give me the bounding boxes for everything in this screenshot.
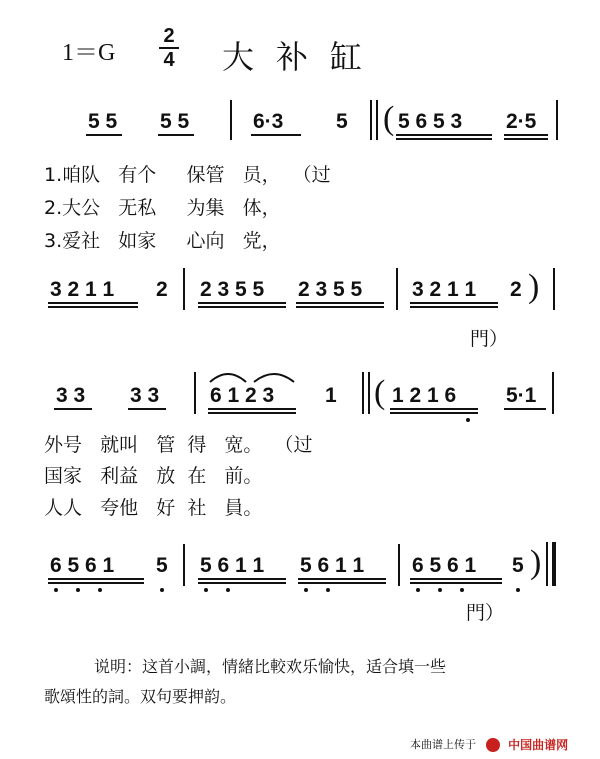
logo-icon — [486, 738, 500, 752]
beam — [198, 302, 286, 304]
beam — [298, 578, 386, 580]
low-octave-dot — [226, 588, 230, 592]
beam — [48, 578, 144, 580]
beam — [198, 306, 286, 308]
meter-denominator: 4 — [163, 49, 175, 71]
note-group: 2 3 5 5 — [200, 278, 265, 301]
beam — [158, 134, 194, 136]
lyric-tail: 門） — [470, 328, 509, 350]
low-octave-dot — [466, 418, 470, 422]
note-group: 2 — [156, 278, 168, 301]
site-logo[interactable] — [486, 734, 568, 753]
song-title: 大补缸 — [222, 38, 385, 76]
beam — [48, 582, 144, 584]
note-group: 5 — [512, 554, 524, 577]
barline — [362, 372, 364, 414]
beam — [410, 582, 502, 584]
note-group: 6 5 6 1 — [412, 554, 477, 577]
note-group: 3 3 — [56, 384, 86, 407]
final-barline-thick — [552, 542, 556, 586]
beam — [48, 306, 138, 308]
beam — [410, 302, 498, 304]
note-group: 5 5 — [88, 110, 118, 133]
low-octave-dot — [438, 588, 442, 592]
beam — [296, 306, 384, 308]
barline — [553, 268, 555, 310]
low-octave-dot — [416, 588, 420, 592]
barline — [183, 544, 185, 586]
note-group: 5 — [336, 110, 348, 133]
barline — [183, 268, 185, 310]
low-octave-dot — [160, 588, 164, 592]
beam — [208, 408, 296, 410]
barline — [368, 372, 370, 414]
barline — [552, 372, 554, 414]
note-group: 3 3 — [130, 384, 160, 407]
slur — [254, 374, 294, 382]
beam — [410, 306, 498, 308]
note-group: 5 — [156, 554, 168, 577]
lyric-verse-2: 国家 利益 放 在 前。 — [44, 465, 263, 487]
lyric-verse-1: 1.咱队 有个 保管 员， （过 — [44, 164, 331, 186]
key-signature: 1＝G — [62, 40, 116, 66]
beam — [128, 408, 166, 410]
final-barline-thin — [546, 542, 548, 586]
beam — [208, 412, 296, 414]
beam — [504, 138, 548, 140]
note-group: 3 2 1 1 — [50, 278, 115, 301]
beam — [504, 134, 548, 136]
upload-note: 本曲谱上传于 — [410, 738, 476, 751]
meter-numerator: 2 — [163, 25, 175, 47]
time-signature — [157, 26, 181, 70]
note-group: 1 — [325, 384, 337, 407]
low-octave-dot — [326, 588, 330, 592]
note-group: 2 — [510, 278, 522, 301]
barline — [396, 268, 398, 310]
beam — [48, 302, 138, 304]
beam — [504, 408, 546, 410]
beam — [54, 408, 92, 410]
low-octave-dot — [54, 588, 58, 592]
slur — [210, 374, 246, 382]
beam — [198, 578, 286, 580]
beam — [396, 134, 492, 136]
repeat-paren-open: ( — [374, 374, 386, 411]
note-group: 6 1 2 3 — [210, 384, 275, 407]
beam — [86, 134, 122, 136]
low-octave-dot — [460, 588, 464, 592]
beam — [390, 408, 478, 410]
barline — [376, 100, 378, 140]
barline — [230, 100, 232, 140]
slur-marks — [206, 366, 302, 386]
beam — [298, 582, 386, 584]
lyric-verse-3: 3.爱社 如家 心向 党， — [44, 230, 281, 252]
low-octave-dot — [98, 588, 102, 592]
explanation-line-1: 说明：这首小調，情緒比較欢乐愉快，适合填一些 — [94, 657, 447, 676]
beam — [410, 578, 502, 580]
lyric-tail: 門） — [466, 602, 505, 624]
low-octave-dot — [76, 588, 80, 592]
barline — [556, 100, 558, 140]
beam — [296, 302, 384, 304]
repeat-paren-open: ( — [383, 100, 395, 137]
beam — [390, 412, 478, 414]
barline — [370, 100, 372, 140]
beam — [251, 134, 301, 136]
barline — [194, 372, 196, 414]
note-group: 5 6 1 1 — [300, 554, 365, 577]
barline — [398, 544, 400, 586]
low-octave-dot — [204, 588, 208, 592]
note-group: 5 6 1 1 — [200, 554, 265, 577]
repeat-paren-close: ) — [530, 544, 542, 581]
note-group: 2·5 — [506, 110, 537, 133]
low-octave-dot — [304, 588, 308, 592]
note-group: 3 2 1 1 — [412, 278, 477, 301]
repeat-paren-close: ) — [528, 268, 540, 305]
note-group: 6 5 6 1 — [50, 554, 115, 577]
note-group: 5 5 — [160, 110, 190, 133]
lyric-verse-3: 人人 夸他 好 社 員。 — [44, 497, 263, 519]
note-group: 5·1 — [506, 384, 537, 407]
explanation-line-2: 歌頌性的詞。双句要押韵。 — [44, 687, 237, 706]
lyric-verse-1: 外号 就叫 管 得 宽。 （过 — [44, 434, 313, 456]
low-octave-dot — [516, 588, 520, 592]
note-group: 1 2 1 6 — [392, 384, 457, 407]
lyric-verse-2: 2.大公 无私 为集 体， — [44, 197, 281, 219]
logo-text: 中国曲谱网 — [508, 738, 569, 752]
beam — [198, 582, 286, 584]
note-group: 2 3 5 5 — [298, 278, 363, 301]
note-group: 6·3 — [253, 110, 284, 133]
note-group: 5 6 5 3 — [398, 110, 463, 133]
beam — [396, 138, 492, 140]
